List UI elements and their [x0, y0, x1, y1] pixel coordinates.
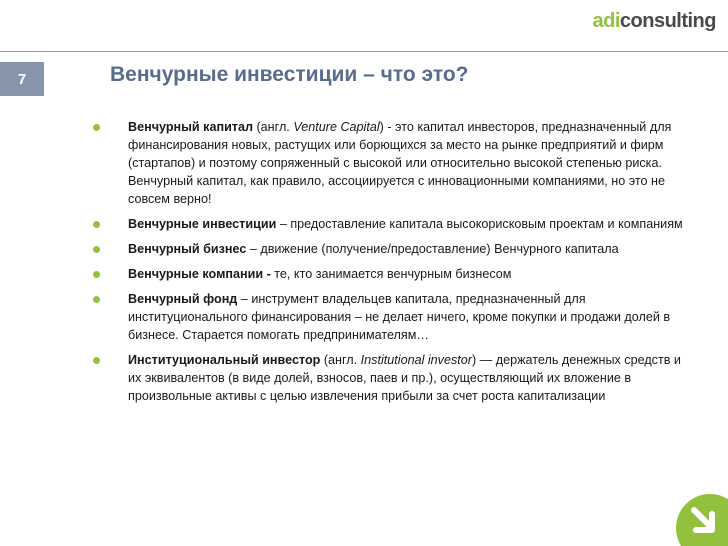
definition-text: те, кто занимается венчурным бизнесом [270, 267, 512, 281]
bullet-icon [93, 357, 100, 364]
bullet-icon [93, 246, 100, 253]
definition-item-venture-business [84, 240, 694, 258]
definition-term: Венчурные компании - [128, 267, 271, 281]
logo-prefix: adi [592, 10, 620, 32]
definition-item-institutional-investor [84, 351, 694, 405]
definition-term: Венчурный капитал [128, 120, 253, 134]
definition-text: ) - это капитал инвесторов, предназначенный для финансирования новых, растущих или борющихся за место на рынке предприятий и фирм (стартапов) и поэтому сопряженный с высокой или относительно высокой степенью риска. Венчурный капитал, как правило, ассоциируется с инновационными компаниями, но это не совсем верно! [128, 120, 672, 206]
foreign-term: Institutional investor [360, 353, 472, 367]
definition-term: Венчурные инвестиции [128, 217, 277, 231]
definition-prefix: (англ. [252, 120, 294, 134]
logo-suffix: consulting [619, 10, 716, 32]
definition-text: – предоставление капитала высокорисковым проектам и компаниям [276, 217, 683, 231]
definition-item-venture-capital [84, 118, 694, 208]
definition-item-venture-fund [84, 290, 694, 344]
definition-term: Институциональный инвестор [128, 353, 321, 367]
definition-text: ) — держатель денежных средств и их эквивалентов (в виде долей, взносов, паев и пр.), осуществляющий их вложение в произвольные активы с целью извлечения прибыли за счет роста капитализации [128, 353, 681, 403]
slide-number: 7 [0, 62, 44, 96]
slide-title: Венчурные инвестиции – что это? [110, 63, 469, 86]
definition-term: Венчурный бизнес [128, 242, 247, 256]
bullet-icon [93, 124, 100, 131]
arrow-down-right-icon [672, 490, 728, 546]
definition-list [84, 118, 694, 412]
bullet-icon [93, 271, 100, 278]
definition-text: – инструмент владельцев капитала, предназначенный для институционального финансирования – не делает ничего, кроме покупки и продажи долей в бизнесе. Старается помогать предпринимателям… [128, 292, 671, 342]
definition-prefix: (англ. [320, 353, 361, 367]
definition-term: Венчурный фонд [128, 292, 238, 306]
foreign-term: Venture Capital [293, 120, 380, 134]
header-divider [0, 51, 728, 52]
company-logo [592, 10, 716, 33]
definition-text: – движение (получение/предоставление) Венчурного капитала [246, 242, 619, 256]
definition-item-venture-investments [84, 215, 694, 233]
definition-item-venture-companies [84, 265, 694, 283]
bullet-icon [93, 296, 100, 303]
bullet-icon [93, 221, 100, 228]
